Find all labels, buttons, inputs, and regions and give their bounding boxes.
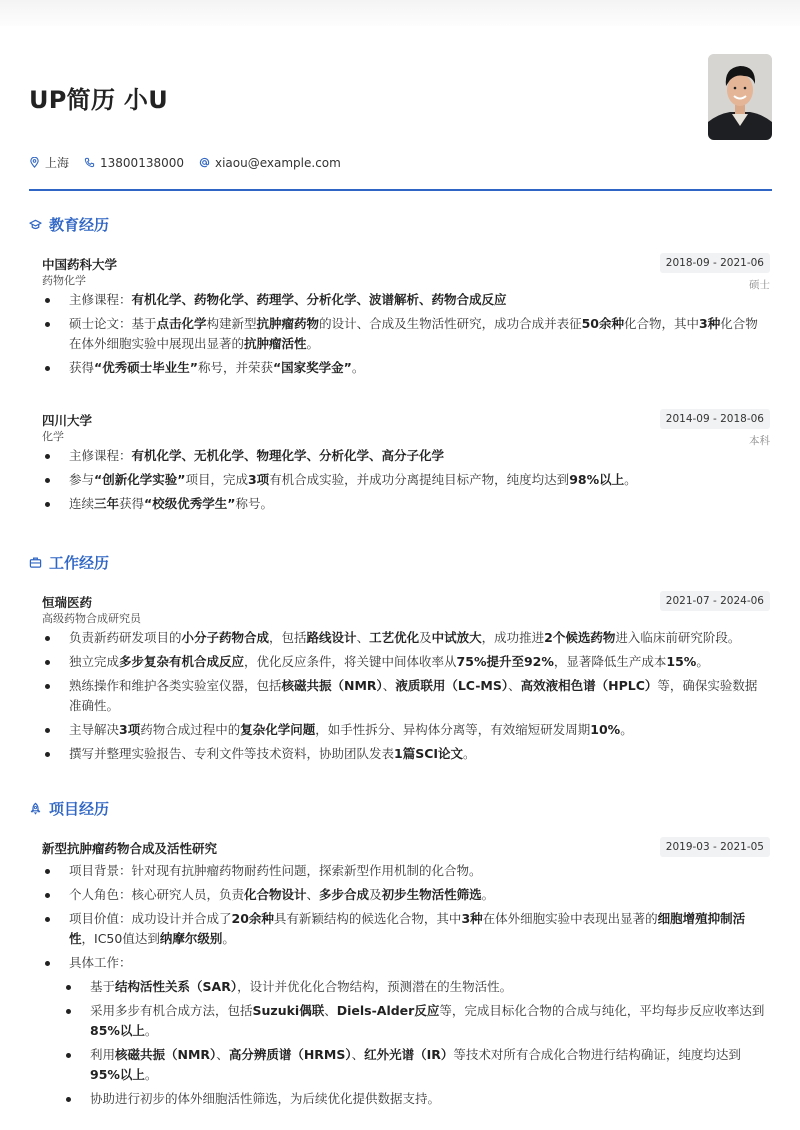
contact-email[interactable] bbox=[199, 156, 341, 170]
date-badge: 2018-09 - 2021-06 bbox=[660, 253, 770, 273]
list-item: 利用核磁共振（NMR）、高分辨质谱（HRMS）、红外光谱（IR）等技术对所有合成化合物进行结构确证，纯度均达到95%以上。 bbox=[63, 1045, 772, 1085]
section-title-education: 教育经历 bbox=[29, 214, 109, 235]
education-entry bbox=[42, 256, 772, 382]
major: 化学 bbox=[42, 430, 64, 443]
position: 高级药物合成研究员 bbox=[42, 612, 141, 625]
list-item: 获得“优秀硕士毕业生”称号，并荣获“国家奖学金”。 bbox=[42, 358, 772, 378]
section-title-projects: 项目经历 bbox=[29, 798, 109, 819]
location-text: 上海 bbox=[45, 156, 70, 170]
sub-bullet-list bbox=[63, 977, 772, 1109]
resume-name: UP简历 小U bbox=[29, 86, 169, 114]
header-divider bbox=[29, 189, 772, 191]
list-item: 项目价值：成功设计并合成了20余种具有新颖结构的候选化合物，其中3种在体外细胞实验中表现出显著的细胞增殖抑制活性，IC50值达到纳摩尔级别。 bbox=[42, 909, 772, 949]
bullet-list bbox=[42, 861, 772, 973]
bullet-list bbox=[42, 290, 772, 378]
list-item: 协助进行初步的体外细胞活性筛选，为后续优化提供数据支持。 bbox=[63, 1089, 772, 1109]
map-pin-icon bbox=[29, 157, 40, 168]
list-item: 具体工作： bbox=[42, 953, 772, 973]
list-item: 硕士论文：基于点击化学构建新型抗肿瘤药物的设计、合成及生物活性研究，成功合成并表征50余种化合物，其中3种化合物在体外细胞实验中展现出显著的抗肿瘤活性。 bbox=[42, 314, 772, 354]
work-entry bbox=[42, 594, 772, 768]
date-badge: 2014-09 - 2018-06 bbox=[660, 409, 770, 429]
list-item: 熟练操作和维护各类实验室仪器，包括核磁共振（NMR）、液质联用（LC-MS）、高效液相色谱（HPLC）等，确保实验数据准确性。 bbox=[42, 676, 772, 716]
bullet-list bbox=[42, 446, 772, 514]
email-text: xiaou@example.com bbox=[215, 155, 341, 170]
phone-icon bbox=[84, 157, 95, 168]
degree-label: 硕士 bbox=[749, 279, 770, 291]
date-badge: 2019-03 - 2021-05 bbox=[660, 837, 770, 857]
briefcase-icon bbox=[29, 556, 42, 569]
project-name: 新型抗肿瘤药物合成及活性研究 bbox=[42, 841, 218, 856]
company-name: 恒瑞医药 bbox=[42, 595, 93, 610]
date-badge: 2021-07 - 2024-06 bbox=[660, 591, 770, 611]
list-item: 个人角色：核心研究人员，负责化合物设计、多步合成及初步生物活性筛选。 bbox=[42, 885, 772, 905]
list-item: 采用多步有机合成方法，包括Suzuki偶联、Diels-Alder反应等，完成目标化合物的合成与纯化，平均每步反应收率达到85%以上。 bbox=[63, 1001, 772, 1041]
major: 药物化学 bbox=[42, 274, 86, 287]
project-entry bbox=[42, 840, 772, 1113]
education-entry bbox=[42, 412, 772, 518]
contact-location bbox=[29, 154, 69, 171]
bullet-list bbox=[42, 628, 772, 764]
list-item: 主修课程：有机化学、药物化学、药理学、分析化学、波谱解析、药物合成反应 bbox=[42, 290, 772, 310]
school-name: 四川大学 bbox=[42, 413, 93, 428]
at-sign-icon bbox=[199, 157, 210, 168]
degree-label: 本科 bbox=[749, 435, 770, 447]
contact-info bbox=[29, 154, 356, 171]
list-item: 撰写并整理实验报告、专利文件等技术资料，协助团队发表1篇SCI论文。 bbox=[42, 744, 772, 764]
rocket-icon bbox=[29, 802, 42, 815]
list-item: 参与“创新化学实验”项目，完成3项有机合成实验，并成功分离提纯目标产物，纯度均达到98%以上。 bbox=[42, 470, 772, 490]
graduation-cap-icon bbox=[29, 218, 42, 231]
section-title-work: 工作经历 bbox=[29, 552, 109, 573]
list-item: 主修课程：有机化学、无机化学、物理化学、分析化学、高分子化学 bbox=[42, 446, 772, 466]
contact-phone[interactable] bbox=[84, 156, 184, 170]
list-item: 主导解决3项药物合成过程中的复杂化学问题，如手性拆分、异构体分离等，有效缩短研发周期10%。 bbox=[42, 720, 772, 740]
page-top-shadow bbox=[0, 0, 800, 26]
resume-header bbox=[29, 54, 772, 190]
list-item: 项目背景：针对现有抗肿瘤药物耐药性问题，探索新型作用机制的化合物。 bbox=[42, 861, 772, 881]
list-item: 独立完成多步复杂有机合成反应，优化反应条件，将关键中间体收率从75%提升至92%，显著降低生产成本15%。 bbox=[42, 652, 772, 672]
avatar-photo bbox=[708, 54, 772, 140]
list-item: 负责新药研发项目的小分子药物合成，包括路线设计、工艺优化及中试放大，成功推进2个候选药物进入临床前研究阶段。 bbox=[42, 628, 772, 648]
phone-text: 13800138000 bbox=[100, 155, 184, 170]
list-item: 基于结构活性关系（SAR），设计并优化化合物结构，预测潜在的生物活性。 bbox=[63, 977, 772, 997]
list-item: 连续三年获得“校级优秀学生”称号。 bbox=[42, 494, 772, 514]
school-name: 中国药科大学 bbox=[42, 257, 118, 272]
